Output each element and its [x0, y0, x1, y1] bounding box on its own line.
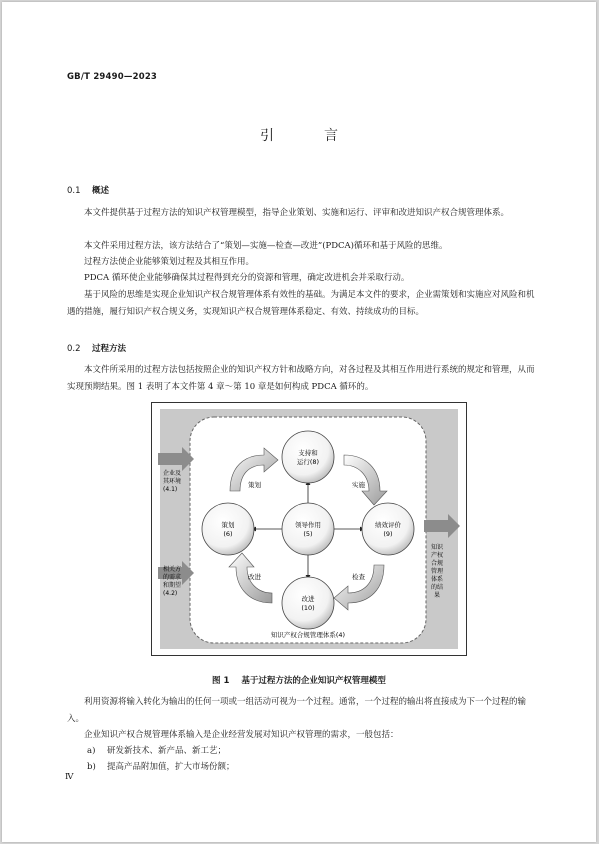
input-label-line: (4.1)	[163, 486, 178, 493]
section-title: 概述	[92, 186, 110, 196]
list-text: 提高产品附加值，扩大市场份额；	[107, 762, 235, 772]
node-label: 改进	[301, 595, 315, 603]
paragraph-overview-5: 基于风险的思维是实现企业知识产权合规管理体系有效性的基础。为满足本文件的要求，企业需策划和实施应对风险和机遇的措施，履行知识产权合规义务，实现知识产权合规管理体系稳定、有效、持续成功的目标。	[67, 290, 535, 317]
paragraph-overview-4: PDCA 循环使企业能够确保其过程得到充分的资源和管理，确定改进机会并采取行动。	[84, 273, 410, 283]
support-operation-node	[282, 431, 334, 483]
list-item	[87, 744, 226, 756]
output-label-line: 果	[434, 592, 441, 599]
performance-evaluation-node	[362, 503, 414, 555]
paragraph-process-1: 本文件所采用的过程方法包括按照企业的知识产权方针和战略方向，对各过程及其相互作用进行系统的规定和管理，从而实现预期结果。图 1 表明了本文件第 4 章～第 10 章是如何构成 PDCA 循环的。	[67, 365, 535, 392]
output-label-line: 管理	[431, 568, 444, 575]
input-label-line: 相关方	[163, 566, 182, 573]
page-title: 引 言	[260, 128, 356, 144]
improvement-node	[282, 577, 334, 629]
standard-number: GB/T 29490—2023	[67, 72, 158, 82]
list-text: 研发新技术、新产品、新工艺；	[107, 746, 227, 756]
section-number: 0.2	[67, 344, 81, 354]
page-number: Ⅳ	[65, 772, 74, 782]
output-label-line: 合规	[431, 560, 444, 567]
paragraph-process-3: 企业知识产权合规管理体系输入是企业经营发展对知识产权管理的需求，一般包括：	[84, 730, 399, 740]
node-label: 策划	[221, 521, 235, 529]
plan-arrow-label: 策划	[248, 481, 261, 489]
paragraph-overview-3: 过程方法使企业能够策划过程及其相互作用。	[84, 257, 255, 267]
system-label: 知识产权合规管理体系(4)	[270, 631, 346, 639]
output-label-line: 体系	[431, 576, 444, 583]
output-label-line: 知识	[431, 544, 444, 551]
act-arrow-label: 改进	[248, 573, 261, 581]
node-label: 支持和	[298, 449, 318, 457]
document-page	[2, 2, 596, 842]
figure-1	[151, 402, 467, 656]
list-item	[87, 760, 235, 772]
node-label: (9)	[383, 530, 393, 538]
input-label-line: 和期望	[163, 582, 182, 589]
paragraph-overview-1: 本文件提供基于过程方法的知识产权管理模型，指导企业策划、实施和运行、评审和改进知识产权合规管理体系。	[84, 208, 510, 218]
node-label: (10)	[301, 604, 315, 612]
node-label: 绩效评价	[375, 521, 401, 529]
pdca-diagram	[152, 403, 466, 655]
list-marker: b)	[87, 762, 96, 772]
do-arrow-label: 实施	[352, 481, 365, 489]
node-label: 运行(8)	[296, 458, 320, 466]
planning-node	[202, 503, 254, 555]
section-title: 过程方法	[92, 344, 127, 354]
figure-caption-label: 图 1	[212, 676, 230, 686]
output-label-line: 的结	[431, 584, 444, 591]
input-label-line: (4.2)	[163, 590, 178, 597]
check-arrow-label: 检查	[352, 573, 365, 581]
output-label-line: 产权	[431, 552, 444, 559]
paragraph-overview-2: 本文件采用过程方法，该方法结合了“策划—实施—检查—改进”(PDCA)循环和基于风险的思维。	[84, 241, 448, 251]
section-heading-0-1	[67, 184, 109, 196]
section-number: 0.1	[67, 186, 81, 196]
input-label-line: 企业及	[163, 470, 182, 477]
input-label-line: 的需求	[163, 574, 182, 581]
figure-caption	[2, 674, 596, 686]
node-label: (6)	[223, 530, 233, 538]
leadership-node	[282, 503, 334, 555]
list-marker: a)	[87, 746, 96, 756]
node-label: (5)	[303, 530, 313, 538]
section-heading-0-2	[67, 342, 126, 354]
paragraph-process-2: 利用资源将输入转化为输出的任何一项或一组活动可视为一个过程。通常，一个过程的输出将直接成为下一个过程的输入。	[67, 697, 527, 724]
figure-caption-text: 基于过程方法的企业知识产权管理模型	[241, 676, 386, 686]
node-label: 领导作用	[295, 521, 321, 529]
input-label-line: 其环境	[163, 478, 182, 485]
